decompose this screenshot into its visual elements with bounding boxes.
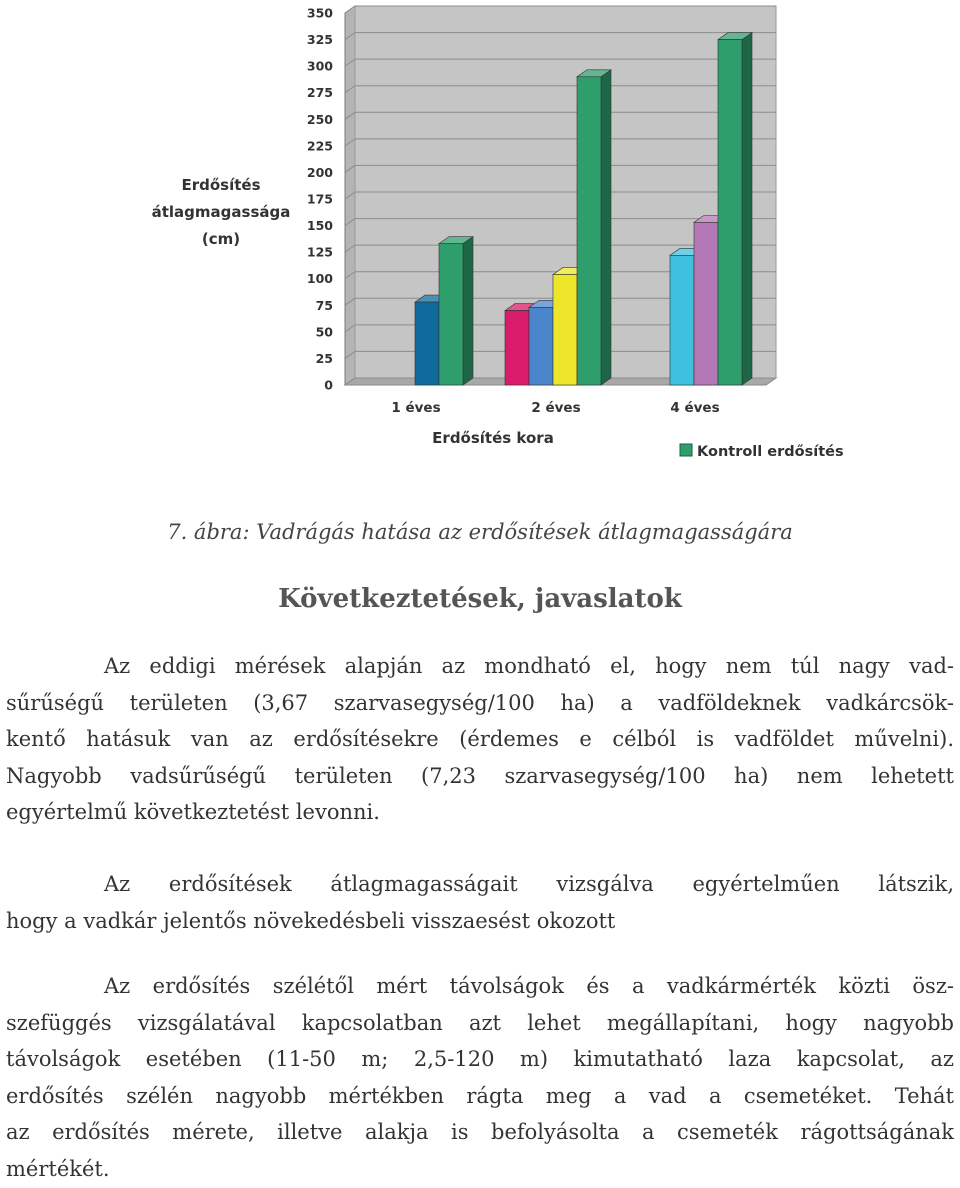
bar <box>718 33 752 385</box>
text-line: Az erdősítés szélétől mért távolságok és a vadkármérték közti ösz- <box>104 974 954 998</box>
y-tick-label: 125 <box>306 244 333 260</box>
text-line: szefüggés vizsgálatával kapcsolatban azt lehet megállapítani, hogy nagyobb <box>6 1010 954 1035</box>
bar <box>577 70 611 385</box>
section-heading: Következtetések, javaslatok <box>278 584 682 614</box>
text-line: sűrűségű területen (3,67 szarvasegység/100 ha) a vadföldeknek vadkárcsök- <box>6 690 954 715</box>
y-tick-label: 0 <box>324 377 333 393</box>
legend-swatch <box>680 444 692 456</box>
x-tick-label: 4 éves <box>670 400 720 416</box>
text-line: hogy a vadkár jelentős növekedésbeli visszaesést okozott <box>6 908 616 933</box>
y-tick-label: 200 <box>306 164 333 180</box>
text-line: Az eddigi mérések alapján az mondható el, hogy nem túl nagy vad- <box>104 654 954 678</box>
y-tick-label: 50 <box>315 324 333 340</box>
y-tick-label: 100 <box>306 271 333 287</box>
bar-front <box>553 274 577 385</box>
text-line: egyértelmű következtetést levonni. <box>6 800 380 825</box>
y-tick-label: 350 <box>306 5 333 21</box>
legend-label: Kontroll erdősítés <box>697 444 844 460</box>
y-tick-label: 225 <box>306 138 333 154</box>
y-tick-label: 175 <box>306 191 333 207</box>
y-tick-label: 25 <box>315 350 333 366</box>
bar-front <box>505 311 529 385</box>
y-axis-title-line: (cm) <box>201 230 241 248</box>
bar-side <box>463 237 473 385</box>
paragraph-3 <box>6 968 954 1188</box>
y-axis-ticks <box>307 6 333 393</box>
figure-caption: 7. ábra: Vadrágás hatása az erdősítések átlagmagasságára <box>167 520 793 544</box>
y-tick-label: 275 <box>306 85 333 101</box>
y-tick-label: 325 <box>306 32 333 48</box>
paragraph-1 <box>6 648 954 831</box>
bar-front <box>694 222 718 385</box>
y-axis-title <box>152 176 291 248</box>
bar-chart <box>0 0 960 480</box>
text-line: mértékét. <box>6 1156 110 1181</box>
bar-side <box>742 33 752 385</box>
text-line: az erdősítés mérete, illetve alakja is befolyásolta a csemeték rágottságának <box>6 1120 954 1145</box>
paragraph-2 <box>6 866 954 939</box>
text-line: Az erdősítések átlagmagasságait vizsgálva egyértelműen látszik, <box>104 872 954 896</box>
bar-side <box>601 70 611 385</box>
legend <box>680 444 844 460</box>
y-axis-title-line: átlagmagassága <box>151 203 291 221</box>
text-line: távolságok esetében (11-50 m; 2,5-120 m) kimutatható laza kapcsolat, az <box>6 1047 954 1072</box>
bar-front <box>718 40 742 385</box>
x-tick-label: 1 éves <box>391 400 441 416</box>
y-tick-label: 300 <box>306 58 333 74</box>
y-tick-label: 75 <box>315 297 333 313</box>
bar-front <box>415 302 439 385</box>
bar-front <box>670 255 694 385</box>
bar-front <box>577 77 601 385</box>
y-tick-label: 250 <box>306 111 333 127</box>
text-line: Nagyobb vadsűrűségű területen (7,23 szarvasegység/100 ha) nem lehetett <box>6 763 954 788</box>
x-axis-title: Erdősítés kora <box>432 429 554 447</box>
bar <box>439 237 473 385</box>
bar-front <box>529 307 553 385</box>
x-tick-label: 2 éves <box>531 400 581 416</box>
y-axis-title-line: Erdősítés <box>181 176 261 194</box>
bar-front <box>439 244 463 385</box>
text-line: kentő hatásuk van az erdősítésekre (érdemes e célból is vadföldet művelni). <box>6 727 954 752</box>
y-tick-label: 150 <box>306 218 333 234</box>
x-axis-categories <box>391 400 719 416</box>
text-line: erdősítés szélén nagyobb mértékben rágta meg a vad a csemetéket. Tehát <box>6 1083 954 1108</box>
